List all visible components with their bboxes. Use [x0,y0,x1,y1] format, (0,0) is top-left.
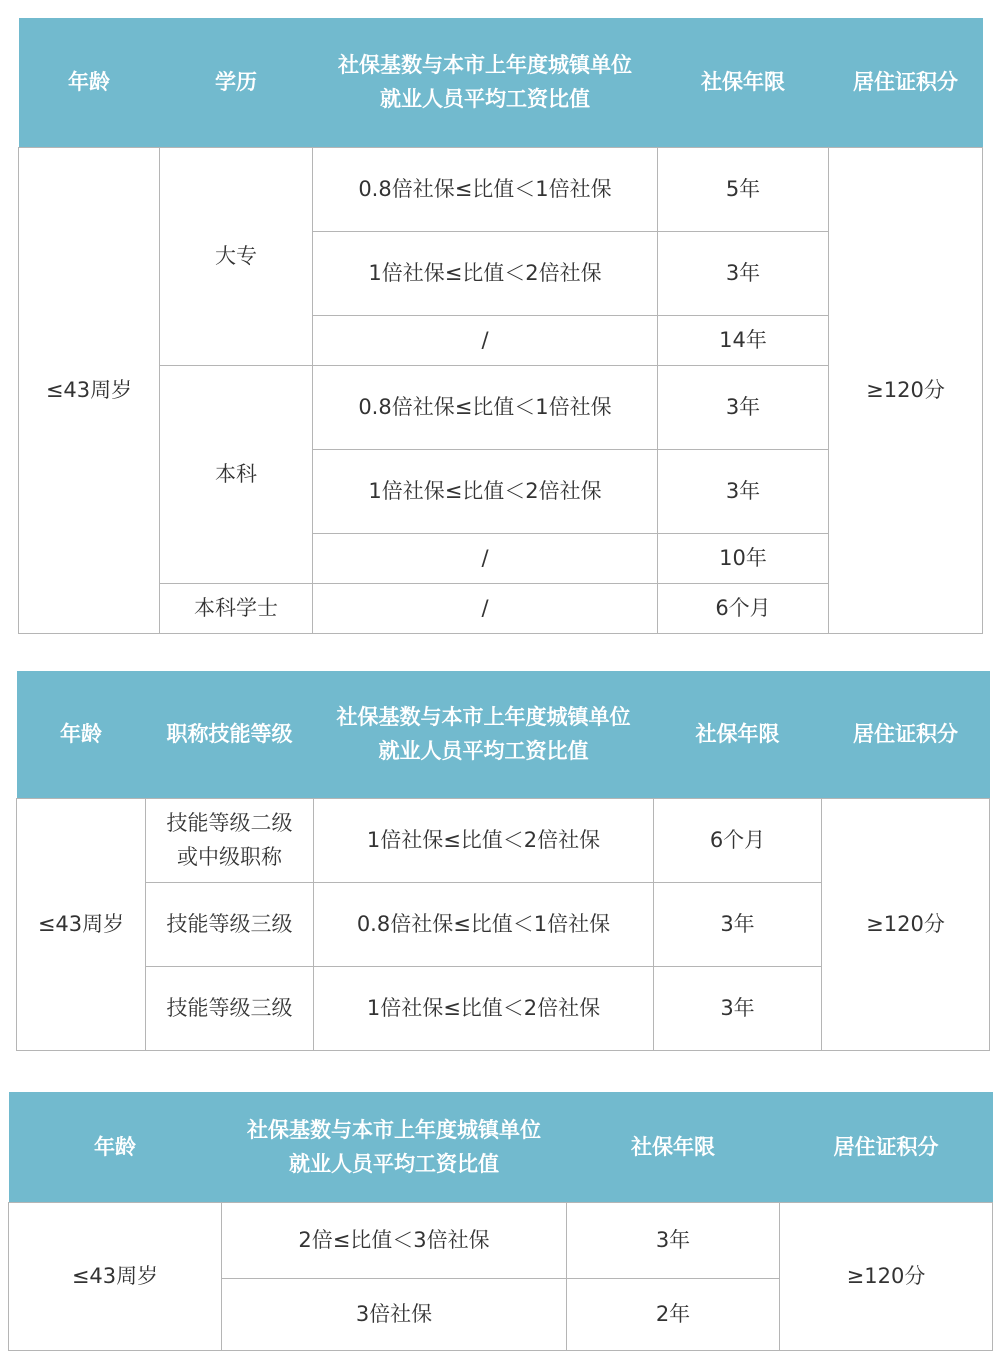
header-score: 居住证积分 [780,1092,993,1202]
table-row [9,1202,993,1278]
years-cell: 10年 [658,533,829,583]
ratio-cell: 1倍社保≤比值＜2倍社保 [314,966,654,1050]
years-cell: 3年 [658,365,829,449]
header-score: 居住证积分 [822,671,990,798]
header-education: 学历 [160,18,313,147]
years-cell: 3年 [658,231,829,315]
header-age: 年龄 [9,1092,222,1202]
ratio-cell: 2倍≤比值＜3倍社保 [222,1202,567,1278]
table-education [18,18,983,634]
ratio-cell: 0.8倍社保≤比值＜1倍社保 [313,147,658,231]
header-age: 年龄 [17,671,146,798]
header-score: 居住证积分 [829,18,983,147]
skill-level-cell: 技能等级二级 或中级职称 [146,798,314,882]
ratio-cell: 0.8倍社保≤比值＜1倍社保 [314,882,654,966]
header-row [19,18,983,147]
header-years: 社保年限 [567,1092,780,1202]
header-skill-level: 职称技能等级 [146,671,314,798]
header-age: 年龄 [19,18,160,147]
header-row [9,1092,993,1202]
header-row [17,671,990,798]
ratio-cell: / [313,533,658,583]
education-cell: 大专 [160,147,313,365]
education-cell: 本科学士 [160,583,313,633]
education-cell: 本科 [160,365,313,583]
table-row [19,147,983,231]
ratio-cell: 0.8倍社保≤比值＜1倍社保 [313,365,658,449]
ratio-cell: 1倍社保≤比值＜2倍社保 [314,798,654,882]
ratio-cell: 1倍社保≤比值＜2倍社保 [313,231,658,315]
years-cell: 3年 [567,1202,780,1278]
age-cell: ≤43周岁 [19,147,160,633]
score-cell: ≥120分 [780,1202,993,1350]
table-high-income [8,1092,993,1351]
ratio-cell: / [313,315,658,365]
years-cell: 3年 [658,449,829,533]
age-cell: ≤43周岁 [9,1202,222,1350]
header-ratio: 社保基数与本市上年度城镇单位 就业人员平均工资比值 [222,1092,567,1202]
score-cell: ≥120分 [829,147,983,633]
age-cell: ≤43周岁 [17,798,146,1050]
ratio-cell: / [313,583,658,633]
header-years: 社保年限 [654,671,822,798]
years-cell: 3年 [654,882,822,966]
ratio-cell: 3倍社保 [222,1278,567,1350]
years-cell: 5年 [658,147,829,231]
header-years: 社保年限 [658,18,829,147]
years-cell: 14年 [658,315,829,365]
skill-level-cell: 技能等级三级 [146,966,314,1050]
score-cell: ≥120分 [822,798,990,1050]
years-cell: 6个月 [654,798,822,882]
header-ratio: 社保基数与本市上年度城镇单位 就业人员平均工资比值 [314,671,654,798]
years-cell: 6个月 [658,583,829,633]
header-ratio: 社保基数与本市上年度城镇单位 就业人员平均工资比值 [313,18,658,147]
years-cell: 3年 [654,966,822,1050]
table-skill-level [16,671,990,1051]
years-cell: 2年 [567,1278,780,1350]
skill-level-cell: 技能等级三级 [146,882,314,966]
ratio-cell: 1倍社保≤比值＜2倍社保 [313,449,658,533]
table-row [17,798,990,882]
